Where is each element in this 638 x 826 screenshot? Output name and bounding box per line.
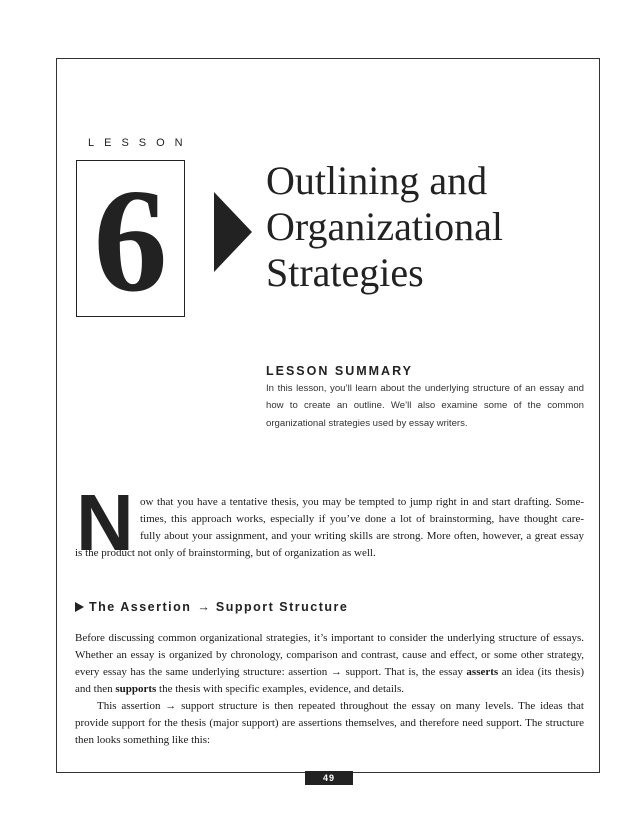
title-arrow-icon [214, 192, 252, 272]
intro-line: is the product not only of brainstorming, but of organization as well. [75, 547, 376, 559]
section-heading-part1: The Assertion [89, 600, 192, 614]
page-number: 49 [305, 771, 353, 785]
lesson-number: 6 [93, 160, 168, 317]
intro-line: times, this approach works, especially if you’ve done a lot of brainstorming, have thought care- [140, 513, 584, 525]
right-arrow-icon: → [197, 600, 210, 614]
lesson-summary-text: In this lesson, you’ll learn about the underlying structure of an essay and how to create an outline. We’ll also examine some of the common organizational strategies used by essay writers. [266, 383, 584, 429]
intro-dropcap: N [76, 478, 134, 567]
para1-bold-asserts: asserts [466, 666, 499, 678]
para1-text: Before discussing common organizational strategies, it’s important to consider the underlying structure of essays. Whether an essay is organized by chronology, comparison and contrast, cause and effect, or some other strategy, every essay has the same underlying structure: assertion → support. That is, the essay [75, 632, 584, 678]
para1-text: the thesis with specific examples, evidence, and details. [156, 683, 405, 695]
para1-bold-supports: supports [115, 683, 157, 695]
lesson-number-box [76, 160, 185, 317]
para1-text: an idea (its thesis) and then [75, 666, 584, 695]
lesson-summary-heading: LESSON SUMMARY [266, 364, 413, 378]
section-bullet-icon [75, 602, 84, 612]
lesson-title-line: Strategies [266, 250, 424, 295]
body-paragraph-2 [75, 698, 584, 749]
section-heading [75, 600, 348, 614]
para2-text: This assertion → support structure is then repeated throughout the essay on many levels. The ideas that provide support for the thesis (major support) are assertions themselves, and therefore need support. The structure then looks something like this: [75, 700, 584, 746]
intro-line: ow that you have a tentative thesis, you may be tempted to jump right in and start drafting. Some- [140, 496, 584, 508]
lesson-title-line: Outlining and [266, 158, 488, 203]
body-paragraph-1 [75, 630, 584, 698]
lesson-label: LESSON [88, 137, 193, 149]
section-heading-part2: Support Structure [215, 600, 349, 614]
intro-line: fully about your assignment, and your writing skills are strong. More often, however, a great essay [140, 530, 584, 542]
lesson-title [266, 158, 586, 296]
lesson-title-line: Organizational [266, 204, 503, 249]
